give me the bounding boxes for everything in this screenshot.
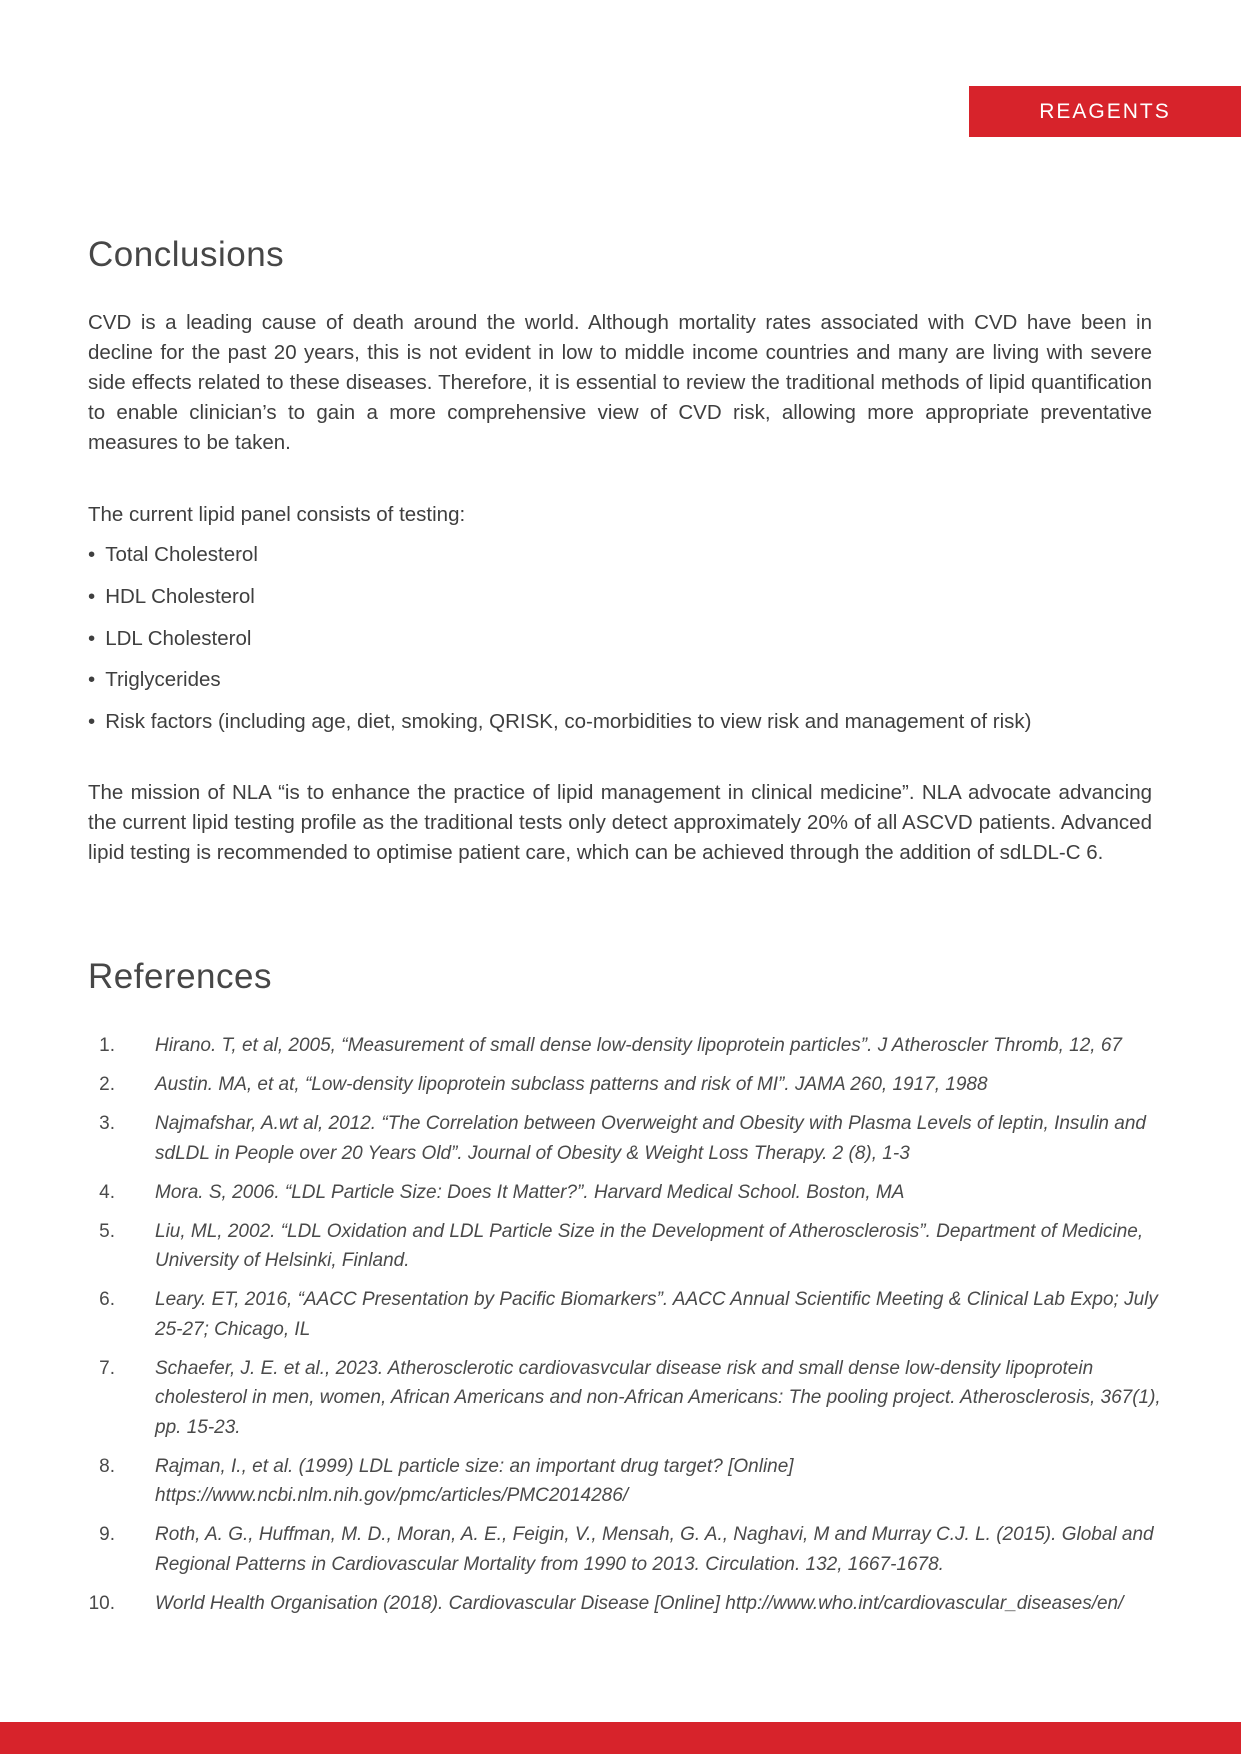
reference-text: Leary. ET, 2016, “AACC Presentation by Pacific Biomarkers”. AACC Annual Scientific Meeting & Clinical Lab Expo; July 25-27; Chicago, IL <box>155 1289 1158 1340</box>
nla-mission-paragraph: The mission of NLA “is to enhance the practice of lipid management in clinical medicine”. NLA advocate advancing the current lipid testing profile as the traditional tests only detect approximately 20% of all ASCVD patients. Advanced lipid testing is recommended to optimise patient care, which can be achieved through the addition of sdLDL-C 6. <box>88 781 1152 864</box>
reference-text: Liu, ML, 2002. “LDL Oxidation and LDL Particle Size in the Development of Atherosclerosis”. Department of Medicine, University of Helsinki, Finland. <box>155 1220 1144 1271</box>
list-item-risk-factors: • Risk factors (including age, diet, smoking, QRISK, co-morbidities to view risk and management of risk) <box>88 701 1152 743</box>
reference-item <box>88 1109 1178 1168</box>
references-heading: References <box>88 957 272 996</box>
reference-item <box>88 1452 1178 1511</box>
list-item-hdl-cholesterol: • HDL Cholesterol <box>88 576 1152 618</box>
reference-item <box>88 1589 1178 1619</box>
conclusions-heading: Conclusions <box>88 235 285 274</box>
footer-accent-bar <box>0 1722 1241 1754</box>
reference-text: World Health Organisation (2018). Cardiovascular Disease [Online] http://www.who.int/cardiovascular_diseases/en/ <box>155 1592 1124 1614</box>
reference-number: 10. <box>88 1592 115 1614</box>
reference-number: 3. <box>99 1113 115 1134</box>
reference-number: 2. <box>99 1074 115 1095</box>
reference-text: Najmafshar, A.wt al, 2012. “The Correlation between Overweight and Obesity with Plasma Levels of leptin, Insulin and sdLDL in People over 20 Years Old”. Journal of Obesity & Weight Loss Therapy. 2 (8), 1-3 <box>155 1113 1146 1164</box>
reference-text: Hirano. T, et al, 2005, “Measurement of small dense low-density lipoprotein particles”. J Atheroscler Thromb, 12, 67 <box>155 1035 1122 1056</box>
reference-number: 4. <box>99 1181 115 1203</box>
reference-number: 5. <box>99 1220 115 1242</box>
reference-text: Schaefer, J. E. et al., 2023. Atherosclerotic cardiovasvcular disease risk and small dense low-density lipoprotein cholesterol in men, women, African Americans and non-African Americans: The pooling project. Atherosclerosis, 367(1), pp. 15-23. <box>155 1357 1161 1438</box>
reference-number: 8. <box>99 1455 115 1477</box>
lipid-panel-list <box>88 534 1152 743</box>
lipid-panel-intro: The current lipid panel consists of testing: <box>88 503 466 526</box>
reagents-tab <box>969 86 1241 137</box>
reference-text: Mora. S, 2006. “LDL Particle Size: Does It Matter?”. Harvard Medical School. Boston, MA <box>155 1181 905 1203</box>
conclusions-paragraph: CVD is a leading cause of death around the world. Although mortality rates associated with CVD have been in decline for the past 20 years, this is not evident in low to middle income countries and many are living with severe side effects related to these diseases. Therefore, it is essential to review the traditional methods of lipid quantification to enable clinician’s to gain a more comprehensive view of CVD risk, allowing more appropriate preventative measures to be taken. <box>88 311 1152 454</box>
reference-text: Rajman, I., et al. (1999) LDL particle size: an important drug target? [Online] https://www.ncbi.nlm.nih.gov/pmc/articles/PMC2014286/ <box>155 1455 794 1506</box>
reference-number: 9. <box>99 1524 115 1545</box>
references-list <box>88 1031 1178 1628</box>
reagents-tab-label: REAGENTS <box>1039 99 1171 123</box>
reference-item <box>88 1285 1178 1344</box>
reference-number: 7. <box>99 1357 115 1379</box>
list-item-ldl-cholesterol: • LDL Cholesterol <box>88 618 1152 660</box>
reference-item <box>88 1520 1178 1579</box>
reference-text: Roth, A. G., Huffman, M. D., Moran, A. E., Feigin, V., Mensah, G. A., Naghavi, M and Murray C.J. L. (2015). Global and Regional Patterns in Cardiovascular Mortality from 1990 to 2013. Circulation. 132, 1667-1678. <box>155 1524 1154 1575</box>
reference-number: 1. <box>99 1035 115 1056</box>
reference-item <box>88 1178 1178 1208</box>
list-item-triglycerides: • Triglycerides <box>88 659 1152 701</box>
reference-item <box>88 1217 1178 1276</box>
reference-item <box>88 1354 1178 1443</box>
reference-text: Austin. MA, et at, “Low-density lipoprotein subclass patterns and risk of MI”. JAMA 260, 1917, 1988 <box>155 1074 988 1095</box>
reference-item <box>88 1031 1178 1061</box>
reference-item <box>88 1070 1178 1100</box>
list-item-total-cholesterol: • Total Cholesterol <box>88 534 1152 576</box>
reference-number: 6. <box>99 1289 115 1310</box>
